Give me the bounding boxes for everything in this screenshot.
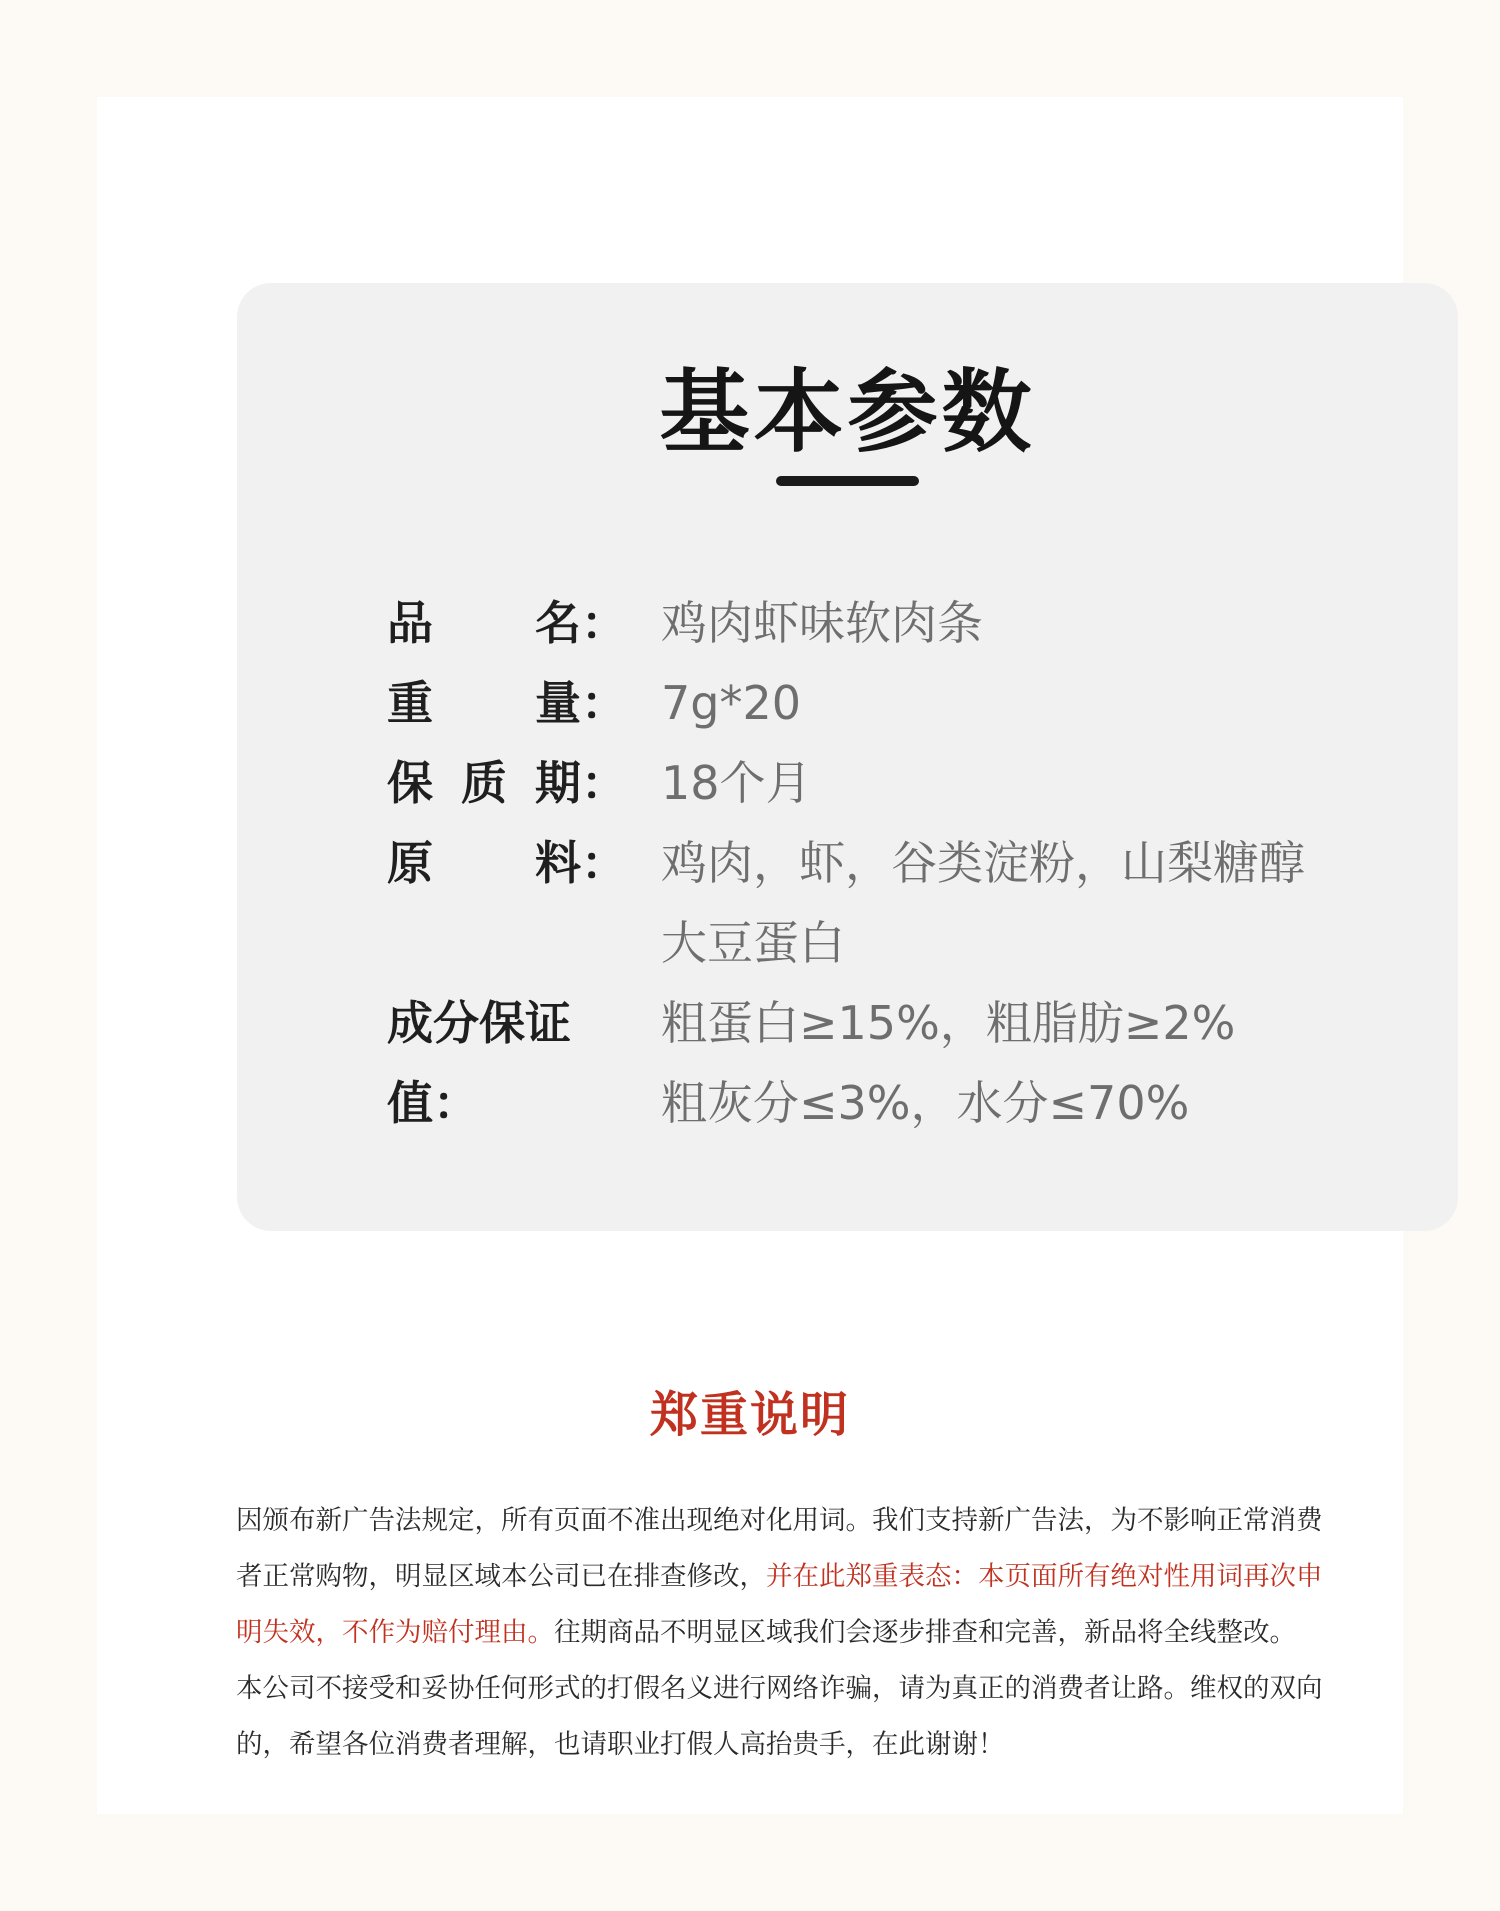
notice-line [236, 1717, 1458, 1773]
param-label-weight [387, 663, 627, 743]
value-line: 18个月 [661, 756, 812, 810]
label-char: 期： [535, 756, 627, 810]
param-value-weight [661, 663, 801, 743]
notice-line [236, 1549, 1458, 1605]
param-value-shelf-life [661, 743, 812, 823]
label-char: 质 [461, 756, 507, 810]
value-line: 粗灰分≤3%，水分≤70% [661, 1076, 1190, 1130]
basic-params-card [237, 283, 1458, 1231]
label-char: 量： [535, 676, 627, 730]
notice-title: 郑重说明 [649, 1387, 850, 1443]
notice-text: 本公司不接受和妥协任何形式的打假名义进行网络诈骗，请为真正的消费者让路。维权的双向 [236, 1673, 1323, 1704]
label-char: 重 [387, 676, 433, 730]
value-line: 粗蛋白≥15%，粗脂肪≥2% [661, 996, 1236, 1050]
value-line: 鸡肉，虾，谷类淀粉，山梨糖醇 [661, 836, 1305, 890]
label-char: 品 [387, 596, 433, 650]
notice-line [236, 1493, 1458, 1549]
param-value-guaranteed-analysis [661, 983, 1235, 1143]
notice-body [236, 1493, 1458, 1773]
param-value-ingredients [661, 823, 1305, 983]
param-label-guaranteed-analysis [387, 983, 627, 1130]
param-label-shelf-life [387, 743, 627, 823]
notice-text: 者正常购物，明显区域本公司已在排查修改， [236, 1561, 766, 1592]
label-char: 成分保证值： [387, 996, 571, 1130]
params-title: 基本参数 [659, 360, 1036, 465]
label-char: 料： [535, 836, 627, 890]
label-char: 名： [535, 596, 627, 650]
notice-emphasis: 明失效，不作为赔付理由。 [236, 1617, 554, 1648]
notice-emphasis: 并在此郑重表态：本页面所有绝对性用词再次申 [766, 1561, 1323, 1592]
param-label-ingredients [387, 823, 627, 903]
value-line: 7g*20 [661, 676, 801, 730]
notice-text: 的，希望各位消费者理解，也请职业打假人高抬贵手，在此谢谢！ [236, 1729, 1005, 1760]
notice-text: 往期商品不明显区域我们会逐步排查和完善，新品将全线整改。 [554, 1617, 1296, 1648]
value-line: 鸡肉虾味软肉条 [661, 596, 983, 650]
notice-line [236, 1605, 1458, 1661]
param-value-product-name [661, 583, 983, 663]
param-label-product-name [387, 583, 627, 663]
title-underline [776, 476, 919, 486]
label-char: 保 [387, 756, 433, 810]
notice-text: 因颁布新广告法规定，所有页面不准出现绝对化用词。我们支持新广告法，为不影响正常消费 [236, 1505, 1323, 1536]
content-sheet [97, 97, 1403, 1814]
value-line: 大豆蛋白 [661, 916, 845, 970]
notice-line [236, 1661, 1458, 1717]
label-char: 原 [387, 836, 433, 890]
